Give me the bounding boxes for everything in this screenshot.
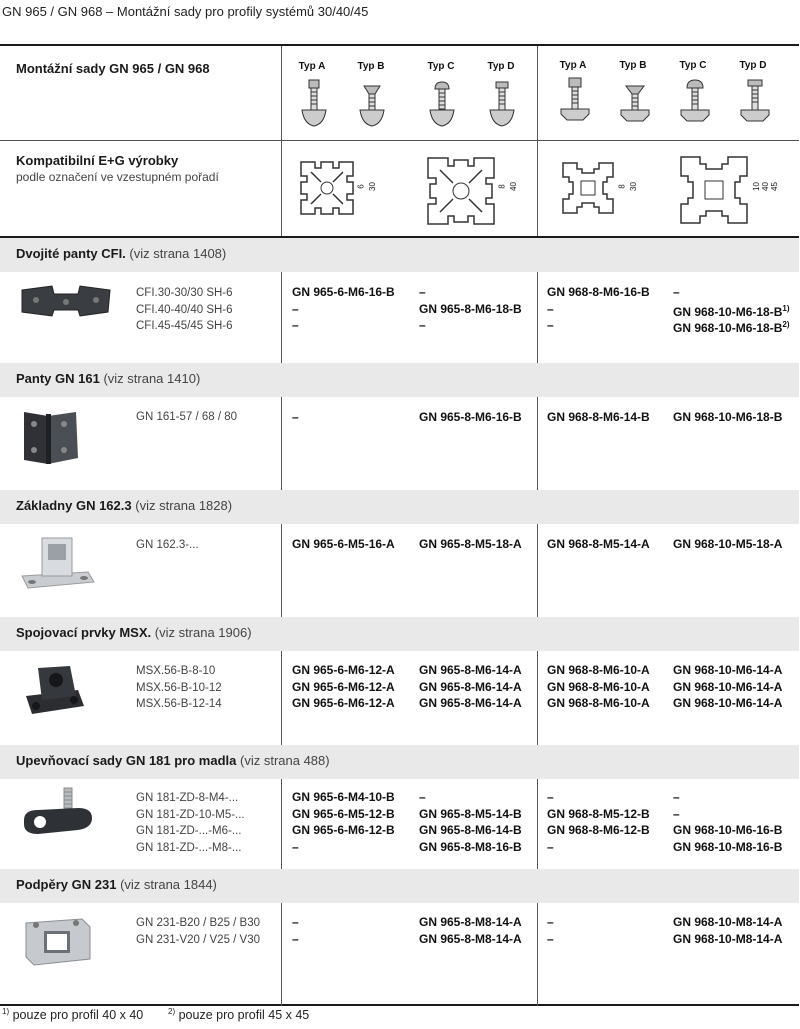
col-gn965-8: – GN 965-8-M6-18-B – xyxy=(419,285,522,332)
col-gn965-6: GN 965-6-M4-10-B GN 965-6-M5-12-B GN 965-6-M6-12-B – xyxy=(292,790,395,854)
hinge-image xyxy=(20,408,84,468)
mounting-set-image xyxy=(18,786,102,844)
dim-label: 30 xyxy=(367,182,377,191)
col-gn965-6: – xyxy=(292,410,299,424)
col-gn965-8: GN 965-8-M8-14-A GN 965-8-M8-14-A xyxy=(419,915,522,946)
col-gn968-8: GN 968-8-M6-10-A GN 968-8-M6-10-A GN 968-8-M6-10-A xyxy=(547,663,650,710)
section-header xyxy=(0,745,799,779)
col-gn968-8: – – xyxy=(547,915,554,946)
screw-type-d-icon xyxy=(739,78,771,126)
section-header xyxy=(0,238,799,272)
section-header xyxy=(0,869,799,903)
profile-45-icon xyxy=(678,154,750,226)
col-gn965-6: GN 965-6-M6-16-B – – xyxy=(292,285,395,332)
dim-label: 10 xyxy=(751,182,761,191)
col-gn965-6: – – xyxy=(292,915,299,946)
page-title: GN 965 / GN 968 – Montážní sady pro profily systémů 30/40/45 xyxy=(2,4,369,19)
type-label-c: Typ C xyxy=(679,60,707,71)
compat-subtitle: podle označení ve vzestupném pořadí xyxy=(16,170,219,184)
product-list: GN 161-57 / 68 / 80 xyxy=(136,411,238,423)
col-gn965-6: GN 965-6-M6-12-A GN 965-6-M6-12-A GN 965-6-M6-12-A xyxy=(292,663,395,710)
type-label-a: Typ A xyxy=(298,61,326,72)
col-gn965-8: GN 965-8-M6-14-A GN 965-8-M6-14-A GN 965-8-M6-14-A xyxy=(419,663,522,710)
screw-type-b-icon xyxy=(358,84,386,130)
col-gn965-6: GN 965-6-M5-16-A xyxy=(292,537,395,551)
col-gn965-8: GN 965-8-M5-18-A xyxy=(419,537,522,551)
section-ref: (viz strana 1828) xyxy=(135,498,233,513)
type-label-a: Typ A xyxy=(559,60,587,71)
product-list: GN 162.3-... xyxy=(136,539,199,551)
dim-label: 8 xyxy=(497,184,507,189)
connector-image xyxy=(18,660,90,726)
col-gn965-8: – GN 965-8-M5-14-B GN 965-8-M6-14-B GN 965-8-M8-16-B xyxy=(419,790,522,854)
divider xyxy=(537,46,538,1006)
dim-label: 8 xyxy=(617,184,627,189)
section-header xyxy=(0,490,799,524)
profile-30-icon xyxy=(297,158,357,218)
section-title: Základny GN 162.3 xyxy=(16,498,132,513)
compat-title: Kompatibilní E+G výrobky xyxy=(16,153,179,168)
screw-type-c-icon xyxy=(428,80,456,130)
section-ref: (viz strana 1410) xyxy=(103,371,201,386)
col-gn968-10: GN 968-10-M5-18-A xyxy=(673,537,783,551)
section-title: Panty GN 161 xyxy=(16,371,100,386)
profile-30-slot-icon xyxy=(560,160,616,216)
type-label-c: Typ C xyxy=(427,61,455,72)
screw-type-a-icon xyxy=(559,76,591,126)
section-title: Spojovací prvky MSX. xyxy=(16,625,152,640)
support-image xyxy=(20,913,96,969)
profile-40-icon xyxy=(424,154,498,228)
divider xyxy=(0,140,799,141)
section-ref: (viz strana 1408) xyxy=(129,246,227,261)
dim-label: 6 xyxy=(356,184,366,189)
col-gn968-8: GN 968-8-M6-16-B – – xyxy=(547,285,650,332)
divider xyxy=(281,46,282,1006)
col-gn968-8: GN 968-8-M5-14-A xyxy=(547,537,650,551)
product-list: CFI.30-30/30 SH-6 CFI.40-40/40 SH-6 CFI.45-45/45 SH-6 xyxy=(136,287,233,332)
col-gn968-10: GN 968-10-M6-18-B xyxy=(673,410,783,424)
col-gn968-10: GN 968-10-M8-14-A GN 968-10-M8-14-A xyxy=(673,915,783,946)
section-ref: (viz strana 488) xyxy=(240,753,330,768)
footnote-2: $^{2)}$ pouze pro profil 45 x 45 xyxy=(168,1007,310,1023)
screw-type-a-icon xyxy=(300,78,328,130)
double-hinge-image xyxy=(20,284,112,318)
section-title: Upevňovací sady GN 181 pro madla xyxy=(16,753,237,768)
base-image xyxy=(18,532,98,594)
type-label-b: Typ B xyxy=(619,60,647,71)
type-label-d: Typ D xyxy=(739,60,767,71)
col-gn968-8: GN 968-8-M6-14-B xyxy=(547,410,650,424)
screw-type-c-icon xyxy=(679,78,711,126)
section-header xyxy=(0,363,799,397)
section-title: Podpěry GN 231 xyxy=(16,877,117,892)
screw-type-b-icon xyxy=(619,84,651,126)
section-header xyxy=(0,617,799,651)
table-title: Montážní sady GN 965 / GN 968 xyxy=(16,61,210,76)
section-ref: (viz strana 1906) xyxy=(154,625,252,640)
type-label-d: Typ D xyxy=(487,61,515,72)
footnote-1: $^{1)}$ pouze pro profil 40 x 40 xyxy=(2,1007,144,1023)
col-gn965-8: GN 965-8-M6-16-B xyxy=(419,410,522,424)
dim-label: 30 xyxy=(628,182,638,191)
dim-label: 45 xyxy=(769,182,779,191)
col-gn968-8: – GN 968-8-M5-12-B GN 968-8-M6-12-B – xyxy=(547,790,650,854)
dim-label: 40 xyxy=(760,182,770,191)
product-list: GN 181-ZD-8-M4-... GN 181-ZD-10-M5-... GN 181-ZD-...-M6-... GN 181-ZD-...-M8-... xyxy=(136,792,245,854)
col-gn968-10: – – GN 968-10-M6-16-B GN 968-10-M8-16-B xyxy=(673,790,783,854)
product-list: MSX.56-B-8-10 MSX.56-B-10-12 MSX.56-B-12-14 xyxy=(136,665,222,710)
screw-type-d-icon xyxy=(488,80,516,130)
section-ref: (viz strana 1844) xyxy=(120,877,217,892)
type-label-b: Typ B xyxy=(357,61,385,72)
section-title: Dvojité panty CFI. xyxy=(16,246,126,261)
dim-label: 40 xyxy=(508,182,518,191)
product-list: GN 231-B20 / B25 / B30 GN 231-V20 / V25 / V30 xyxy=(136,917,261,946)
col-gn968-10: GN 968-10-M6-14-A GN 968-10-M6-14-A GN 968-10-M6-14-A xyxy=(673,663,783,710)
col-gn968-10: – GN $968-10-M6-18-B^{1)}$ GN $968-10-M6-18-B^{2)}$ xyxy=(673,285,790,335)
